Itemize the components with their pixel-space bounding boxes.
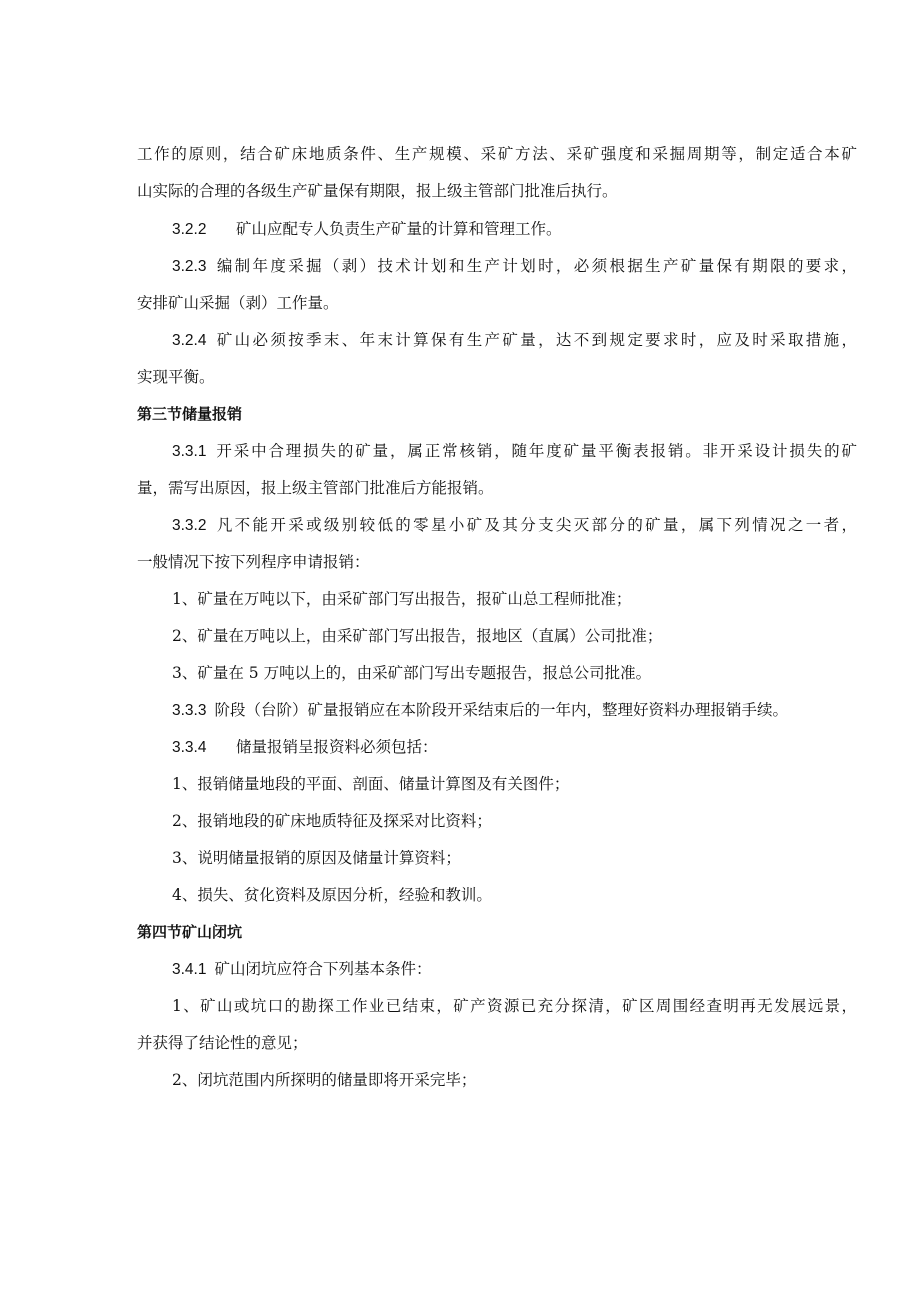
list-item: 2、报销地段的矿床地质特征及探采对比资料； [172, 812, 492, 830]
clause-text: 开采中合理损失的矿量，属正常核销，随年度矿量平衡表报销。非开采设计损失的矿 [214, 442, 857, 460]
clause-3-2-4 [172, 329, 857, 351]
clause-3-3-4 [172, 736, 857, 758]
list-item: 3、矿量在 5 万吨以上的，由采矿部门写出专题报告，报总公司批准。 [172, 664, 652, 682]
clause-number: 3.3.4 [172, 739, 207, 756]
section-heading: 第三节储量报销 [137, 405, 243, 423]
clause-3-3-2 [172, 514, 857, 536]
clause-text: 编制年度采掘（剥）技术计划和生产计划时，必须根据生产矿量保有期限的要求， [214, 257, 857, 275]
clause-number: 3.2.3 [172, 258, 207, 275]
list-item: 3、说明储量报销的原因及储量计算资料； [172, 849, 461, 867]
clause-number: 3.4.1 [172, 961, 207, 978]
clause-3-4-1 [172, 958, 857, 980]
clause-number: 3.3.3 [172, 702, 207, 719]
clause-text: 阶段（台阶）矿量报销应在本阶段开采结束后的一年内，整理好资料办理报销手续。 [214, 701, 788, 719]
clause-number: 3.3.1 [172, 443, 207, 460]
paragraph-line: 量，需写出原因，报上级主管部门批准后方能报销。 [137, 479, 494, 497]
paragraph-line: 安排矿山采掘（剥）工作量。 [137, 294, 339, 312]
clause-number: 3.2.4 [172, 332, 207, 349]
list-item: 1、报销储量地段的平面、剖面、储量计算图及有关图件； [172, 775, 570, 793]
list-item: 1、矿山或坑口的勘探工作业已结束，矿产资源已充分探清，矿区周围经查明再无发展远景， [172, 997, 857, 1015]
paragraph-line: 工作的原则，结合矿床地质条件、生产规模、采矿方法、采矿强度和采掘周期等，制定适合本矿 [137, 145, 857, 163]
paragraph-line: 实现平衡。 [137, 368, 215, 386]
paragraph-line: 一般情况下按下列程序申请报销： [137, 553, 370, 571]
clause-number: 3.3.2 [172, 517, 207, 534]
paragraph-line: 并获得了结论性的意见； [137, 1034, 308, 1052]
clause-3-2-3 [172, 255, 857, 277]
clause-3-3-1 [172, 440, 857, 462]
paragraph-line: 山实际的合理的各级生产矿量保有期限，报上级主管部门批准后执行。 [137, 182, 618, 200]
section-heading: 第四节矿山闭坑 [137, 923, 243, 941]
clause-3-2-2 [172, 218, 857, 240]
clause-number: 3.2.2 [172, 221, 207, 238]
list-item: 2、矿量在万吨以上，由采矿部门写出报告，报地区（直属）公司批准； [172, 627, 663, 645]
clause-text: 矿山必须按季末、年末计算保有生产矿量，达不到规定要求时，应及时采取措施， [214, 331, 857, 349]
clause-text: 储量报销呈报资料必须包括： [236, 738, 438, 756]
clause-text: 矿山闭坑应符合下列基本条件： [214, 960, 432, 978]
clause-text: 凡不能开采或级别较低的零星小矿及其分支尖灭部分的矿量，属下列情况之一者， [214, 516, 857, 534]
clause-3-3-3 [172, 699, 857, 721]
list-item: 2、闭坑范围内所探明的储量即将开采完毕； [172, 1071, 477, 1089]
list-item: 1、矿量在万吨以下，由采矿部门写出报告，报矿山总工程师批准； [172, 590, 632, 608]
list-item: 4、损失、贫化资料及原因分析，经验和教训。 [172, 886, 492, 904]
clause-text: 矿山应配专人负责生产矿量的计算和管理工作。 [236, 220, 562, 238]
